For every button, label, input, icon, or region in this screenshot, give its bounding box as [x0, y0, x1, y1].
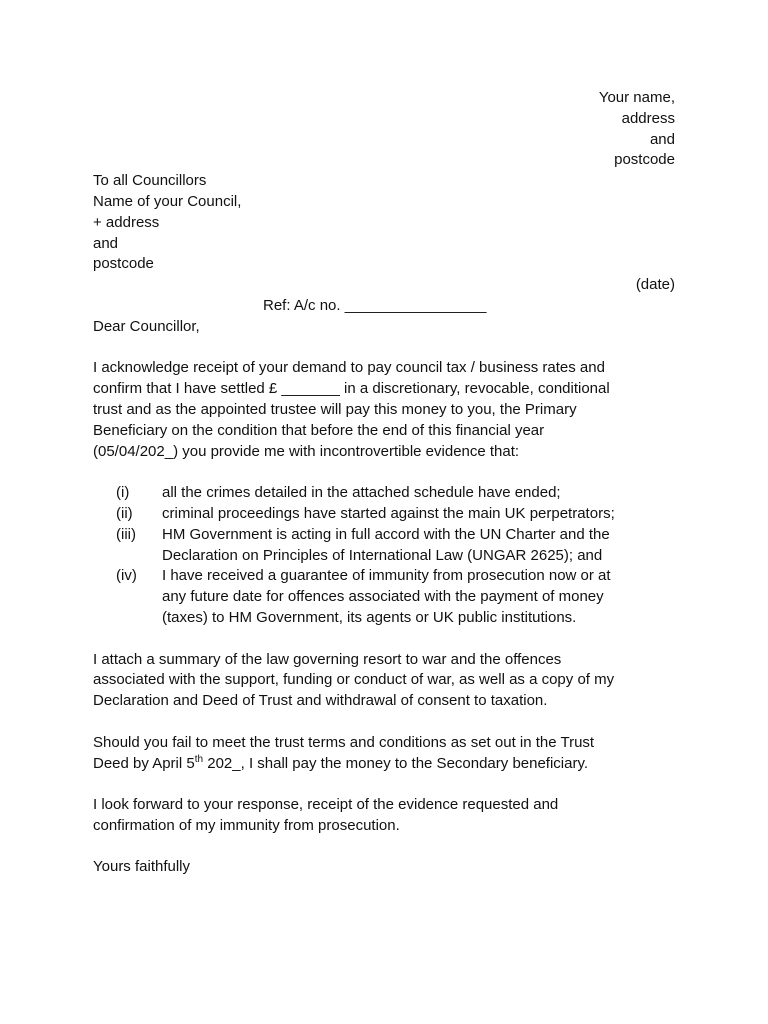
date-text: Deed by April 5 — [93, 754, 195, 772]
paragraph-line: trust and as the appointed trustee will pay this money to you, the Primary — [93, 400, 577, 418]
paragraph-line: Beneficiary on the condition that before the end of this financial year — [93, 421, 545, 439]
conditions-list — [93, 483, 675, 629]
condition-text: Declaration on Principles of International Law (UNGAR 2625); and — [162, 546, 603, 564]
recipient-line: + address — [93, 213, 160, 231]
letter-date: (date) — [635, 276, 675, 294]
sender-line: Your name, — [598, 89, 675, 106]
paragraph-line: I attach a summary of the law governing resort to war and the offences — [93, 650, 562, 668]
condition-item — [93, 483, 675, 504]
condition-item — [93, 566, 675, 628]
paragraph-line: I acknowledge receipt of your demand to pay council tax / business rates and — [93, 359, 605, 377]
paragraph-line: (05/04/202_) you provide me with incontrovertible evidence that: — [93, 442, 520, 460]
condition-number: (i) — [116, 484, 130, 502]
paragraph-line: confirm that I have settled £ _______ in a discretionary, revocable, conditional — [93, 380, 610, 398]
sender-line: postcode — [614, 151, 675, 169]
condition-number: (iii) — [116, 525, 136, 543]
condition-item — [93, 525, 675, 567]
paragraph-line — [93, 754, 675, 775]
recipient-line: postcode — [93, 255, 154, 273]
letter-page — [93, 88, 675, 878]
condition-text: any future date for offences associated with the payment of money — [162, 588, 604, 606]
intro-paragraph — [93, 358, 675, 462]
sender-line: and — [649, 130, 675, 148]
signoff: Yours faithfully — [93, 858, 191, 876]
closing-paragraph — [93, 795, 675, 837]
condition-text: all the crimes detailed in the attached schedule have ended; — [162, 484, 561, 502]
sender-address — [93, 88, 675, 171]
sender-line: address — [621, 109, 675, 127]
paragraph-line: I look forward to your response, receipt of the evidence requested and — [93, 796, 559, 814]
recipient-address — [93, 171, 675, 275]
condition-text: criminal proceedings have started against the main UK perpetrators; — [162, 504, 615, 522]
recipient-line: To all Councillors — [93, 172, 207, 190]
paragraph-line: Should you fail to meet the trust terms and conditions as set out in the Trust — [93, 733, 595, 751]
ordinal-suffix: th — [194, 753, 204, 765]
paragraph-line: Declaration and Deed of Trust and withdrawal of consent to taxation. — [93, 692, 548, 710]
account-reference: Ref: A/c no. _________________ — [263, 296, 487, 314]
salutation: Dear Councillor, — [93, 317, 200, 335]
attachment-paragraph — [93, 650, 675, 712]
paragraph-line: confirmation of my immunity from prosecution. — [93, 816, 400, 834]
condition-text: HM Government is acting in full accord with the UN Charter and the — [162, 525, 610, 543]
condition-number: (iv) — [116, 567, 137, 585]
condition-text: I have received a guarantee of immunity from prosecution now or at — [162, 567, 611, 585]
condition-text: (taxes) to HM Government, its agents or UK public institutions. — [162, 608, 577, 626]
condition-number: (ii) — [116, 504, 133, 522]
recipient-line: Name of your Council, — [93, 192, 242, 210]
paragraph-text: 202_, I shall pay the money to the Secondary beneficiary. — [203, 754, 589, 772]
conditions-failure-paragraph — [93, 733, 675, 775]
condition-item — [93, 504, 675, 525]
paragraph-line: associated with the support, funding or conduct of war, as well as a copy of my — [93, 671, 615, 689]
recipient-line: and — [93, 234, 119, 252]
